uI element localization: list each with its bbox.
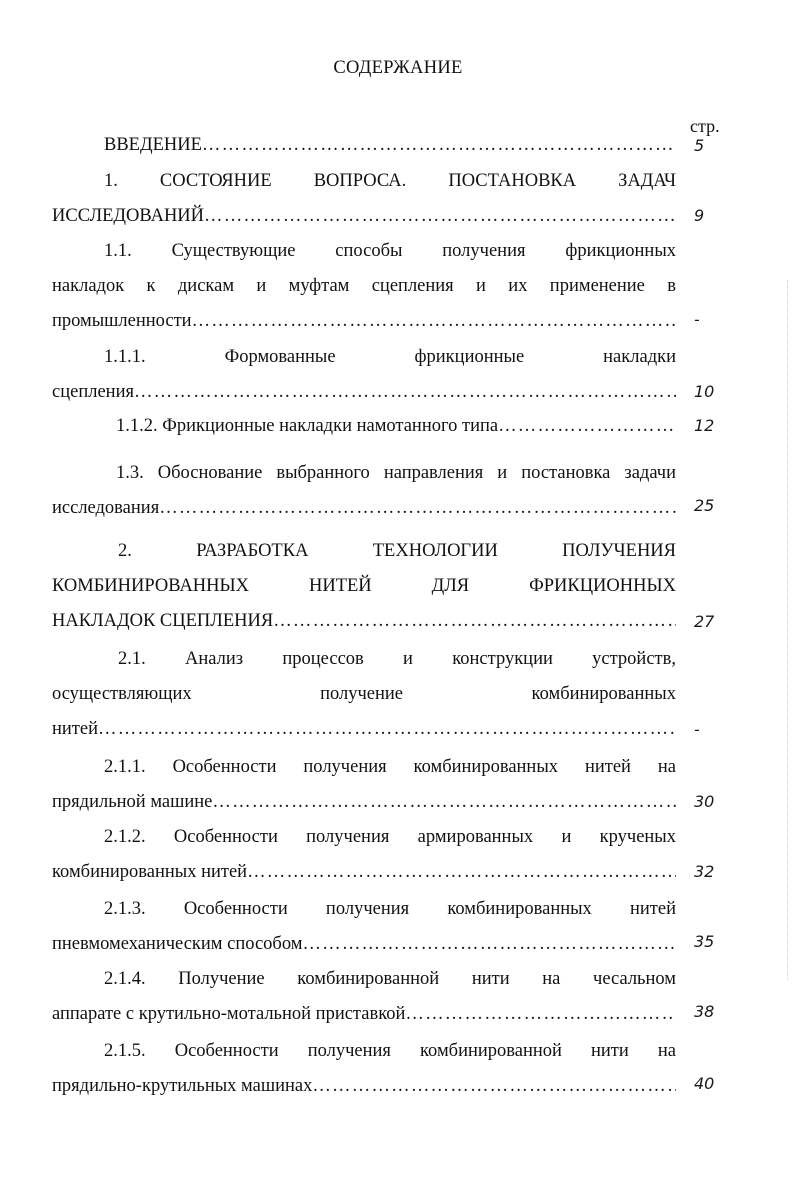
toc-line: 1.3. Обоснование выбранного направления и постановка задачи — [116, 463, 676, 483]
toc-line: ИССЛЕДОВАНИЙ …………………………………………………………………………………………………………………… — [52, 199, 676, 234]
dot-leader — [98, 712, 676, 747]
toc-line: 2.1.5. Особенности получения комбинированной нити на — [104, 1041, 676, 1061]
toc-line: 1.1. Существующие способы получения фрикционных — [104, 241, 676, 261]
toc-line: ВВЕДЕНИЕ …………………………………………………………………………………………………………………… — [52, 128, 676, 163]
toc-entry-2-1 — [52, 642, 676, 747]
toc-line: 1. СОСТОЯНИЕ ВОПРОСА. ПОСТАНОВКА ЗАДАЧ — [104, 171, 676, 191]
dot-leader — [204, 199, 676, 234]
toc-line: НАКЛАДОК СЦЕПЛЕНИЯ …………………………………………………………………………………………………………………… — [52, 604, 676, 639]
toc-entry-chapter-1 — [52, 164, 676, 234]
toc-entry-1-1-1 — [52, 340, 676, 410]
toc-line: осуществляющих получение комбинированных — [52, 684, 676, 704]
toc-line: 2.1. Анализ процессов и конструкции устройств, — [118, 649, 676, 669]
page-number: 25 — [694, 496, 715, 515]
toc-line: 2.1.2. Особенности получения армированных и крученых — [104, 827, 676, 847]
toc-entry-1-1 — [52, 234, 676, 339]
dot-leader — [134, 375, 676, 410]
scan-edge-artifact — [787, 280, 790, 980]
toc-line: пневмомеханическим способом …………………………………………………………………………………………………………………… — [52, 927, 676, 962]
page-number: 40 — [694, 1074, 715, 1093]
toc-line: прядильной машине …………………………………………………………………………………………………………………… — [52, 785, 676, 820]
page-number: 32 — [694, 862, 715, 881]
toc-line: комбинированных нитей …………………………………………………………………………………………………………………… — [52, 855, 676, 890]
toc-line: 2.1.3. Особенности получения комбинированных нитей — [104, 899, 676, 919]
page-number: - — [694, 310, 700, 329]
dot-leader — [405, 997, 676, 1032]
page-column-label: стр. — [690, 116, 720, 136]
toc-line: 2.1.1. Особенности получения комбинированных нитей на — [104, 757, 676, 777]
toc-line: сцепления …………………………………………………………………………………………………………………… — [52, 375, 676, 410]
dot-leader — [212, 785, 676, 820]
toc-line: 2. РАЗРАБОТКА ТЕХНОЛОГИИ ПОЛУЧЕНИЯ — [118, 541, 676, 561]
toc-line: КОМБИНИРОВАННЫХ НИТЕЙ ДЛЯ ФРИКЦИОННЫХ — [52, 576, 676, 596]
dot-leader — [202, 128, 676, 163]
toc-line: 1.1.2. Фрикционные накладки намотанного типа …………………………………………………………………………………………………………………… — [52, 409, 676, 444]
page-number: 5 — [694, 136, 705, 155]
toc-entry-2-1-1 — [52, 750, 676, 820]
page-number: 27 — [694, 612, 715, 631]
dot-leader — [192, 304, 676, 339]
toc-entry-2-1-4 — [52, 962, 676, 1032]
page-number: - — [694, 720, 700, 739]
dot-leader — [302, 927, 676, 962]
toc-entry-2-1-2 — [52, 820, 676, 890]
toc-line: накладок к дискам и муфтам сцепления и их применение в — [52, 276, 676, 296]
page-number: 12 — [694, 416, 715, 435]
page-number: 9 — [694, 206, 705, 225]
page-title: СОДЕРЖАНИЕ — [333, 58, 463, 78]
dot-leader — [273, 604, 676, 639]
toc-entry-chapter-2 — [52, 534, 676, 639]
toc-entry-1-3 — [52, 456, 676, 526]
toc-entry-introduction — [52, 128, 676, 163]
toc-line: аппарате с крутильно-мотальной приставкой …………………………………………………………………………………………………………………… — [52, 997, 676, 1032]
dot-leader — [159, 491, 676, 526]
toc-line: промышленности …………………………………………………………………………………………………………………… — [52, 304, 676, 339]
page-number: 10 — [694, 382, 715, 401]
toc-line: нитей …………………………………………………………………………………………………………………… — [52, 712, 676, 747]
page-number: 30 — [694, 792, 715, 811]
toc-entry-2-1-5 — [52, 1034, 676, 1104]
dot-leader — [312, 1069, 676, 1104]
dot-leader — [498, 409, 676, 444]
page-number: 38 — [694, 1002, 715, 1021]
toc-line: исследования …………………………………………………………………………………………………………………… — [52, 491, 676, 526]
toc-entry-2-1-3 — [52, 892, 676, 962]
toc-line: прядильно-крутильных машинах …………………………………………………………………………………………………………………… — [52, 1069, 676, 1104]
page-number: 35 — [694, 932, 715, 951]
toc-line: 1.1.1. Формованные фрикционные накладки — [104, 347, 676, 367]
dot-leader — [247, 855, 676, 890]
toc-line: 2.1.4. Получение комбинированной нити на чесальном — [104, 969, 676, 989]
toc-entry-1-1-2 — [52, 409, 676, 444]
